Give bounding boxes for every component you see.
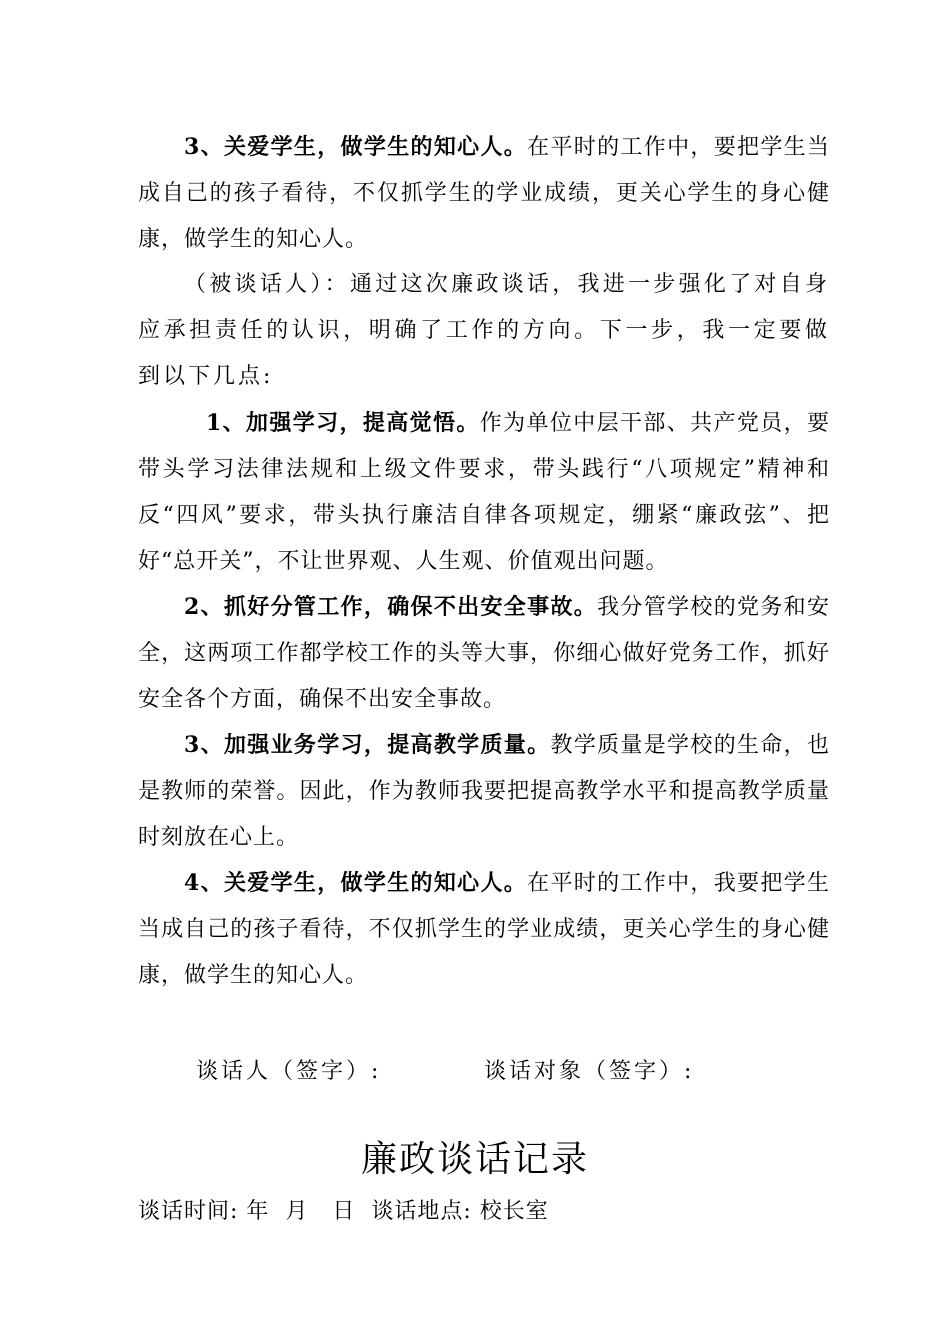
- paragraph-lead: 1、加强学习，提高觉悟。: [206, 410, 480, 436]
- signature-talker-label: 谈话人（签字）:: [196, 1059, 382, 1084]
- paragraph-lead: 2、抓好分管工作，确保不出安全事故。: [184, 594, 598, 620]
- paragraph-lead: 3、加强业务学习，提高教学质量。: [184, 732, 551, 758]
- paragraph-point-2: [138, 584, 830, 723]
- record-title: 廉政谈话记录: [360, 1139, 589, 1180]
- paragraph-text: （被谈话人）：通过这次廉政谈话，我进一步强化了对自身应承担责任的认识，明确了工作的方向。下一步，我一定要做到以下几点:: [138, 272, 830, 389]
- paragraph-text: 在平时的工作中，我要把学生当成自己的孩子看待，不仅抓学生的学业成绩，更关心学生的身心健康，做学生的知心人。: [138, 871, 830, 988]
- paragraph-text: 在平时的工作中，要把学生当成自己的孩子看待，不仅抓学生的学业成绩，更关心学生的身心健康，做学生的知心人。: [138, 135, 830, 252]
- paragraph-point-4: [138, 860, 830, 999]
- paragraph-lead: 4、关爱学生，做学生的知心人。: [184, 870, 528, 896]
- meta-time-location: 谈话时间: 年 月 日 谈话地点: 校长室: [138, 1199, 549, 1224]
- paragraph-text: 教学质量是学校的生命，也是教师的荣誉。因此，作为教师我要把提高教学水平和提高教学质量时刻放在心上。: [138, 733, 830, 850]
- paragraph-interviewee-statement: [138, 262, 830, 400]
- paragraph-point-1: [138, 400, 830, 585]
- paragraph-text: 作为单位中层干部、共产党员，要带头学习法律法规和上级文件要求，带头践行“八项规定”精神和反“四风”要求，带头执行廉洁自律各项规定，绷紧“廉政弦”、把好“总开关”，不让世界观、人生观、价值观出问题。: [138, 411, 830, 574]
- paragraph-lead: 3、关爱学生，做学生的知心人。: [184, 134, 528, 160]
- paragraph-care-students-3: [138, 124, 830, 263]
- paragraph-text: 我分管学校的党务和安全，这两项工作都学校工作的头等大事，你细心做好党务工作，抓好安全各个方面，确保不出安全事故。: [138, 595, 830, 712]
- signature-target-label: 谈话对象（签字）:: [484, 1059, 695, 1084]
- paragraph-point-3: [138, 722, 830, 861]
